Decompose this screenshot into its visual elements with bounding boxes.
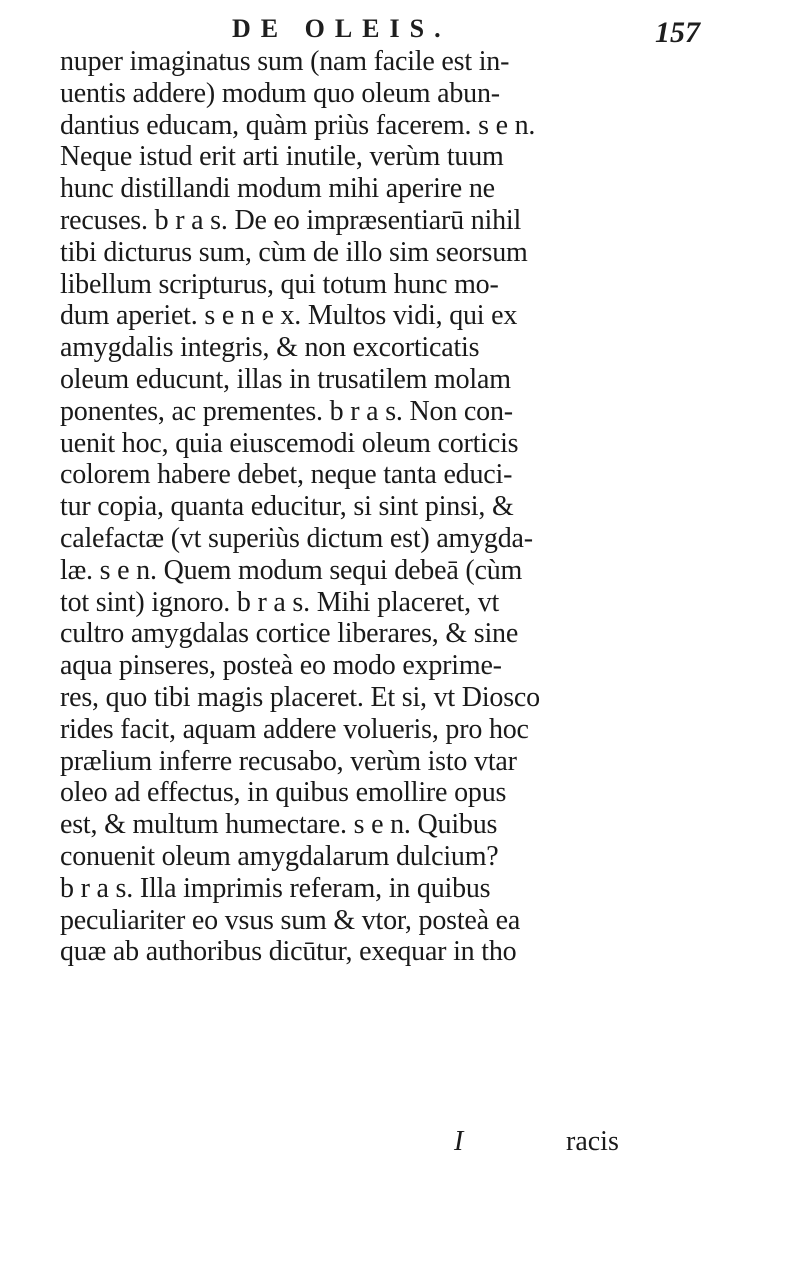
running-title: DE OLEIS. — [232, 14, 451, 43]
text-line: quæ ab authoribus dicūtur, exequar in tho — [60, 936, 517, 968]
text-line: conuenit oleum amygdalarum dulcium? — [60, 840, 499, 872]
text-line: amygdalis integris, & non excorticatis — [60, 332, 480, 364]
text-line: est, & multum humectare. s e n. Quibus — [60, 809, 498, 841]
text-line: tot sint) ignoro. b r a s. Mihi placeret, vt — [60, 586, 500, 618]
text-line: ponentes, ac prementes. b r a s. Non con- — [60, 395, 513, 427]
text-line: prælium inferre recusabo, verùm isto vtar — [60, 745, 517, 777]
text-line: aqua pinseres, posteà eo modo exprime- — [60, 650, 502, 682]
body-text — [60, 46, 660, 968]
text-line: oleo ad effectus, in quibus emollire opus — [60, 777, 507, 809]
text-line: hunc distillandi modum mihi aperire ne — [60, 173, 495, 205]
text-line: res, quo tibi magis placeret. Et si, vt Diosco — [60, 681, 540, 713]
text-line: tur copia, quanta educitur, si sint pinsi, & — [60, 491, 514, 523]
catchword: racis — [566, 1126, 619, 1157]
text-line: tibi dicturus sum, cùm de illo sim seorsum — [60, 236, 528, 268]
text-line: oleum educunt, illas in trusatilem molam — [60, 363, 511, 395]
text-line: Neque istud erit arti inutile, verùm tuum — [60, 141, 504, 173]
text-line: calefactæ (vt superiùs dictum est) amygda- — [60, 522, 533, 554]
text-line: cultro amygdalas cortice liberares, & sine — [60, 618, 519, 650]
text-line: uenit hoc, quia eiuscemodi oleum corticis — [60, 427, 519, 459]
text-line: dantius educam, quàm priùs facerem. s e n. — [60, 109, 536, 141]
page-number: 157 — [655, 16, 700, 49]
running-head — [0, 8, 800, 48]
text-line: libellum scripturus, qui totum hunc mo- — [60, 268, 499, 300]
text-line: recuses. b r a s. De eo impræsentiarū nihil — [60, 204, 522, 236]
text-line: uentis addere) modum quo oleum abun- — [60, 77, 500, 109]
signature-mark: I — [454, 1126, 464, 1157]
text-line: rides facit, aquam addere volueris, pro hoc — [60, 713, 529, 745]
text-line: læ. s e n. Quem modum sequi debeā (cùm — [60, 554, 523, 586]
text-line: peculiariter eo vsus sum & vtor, posteà ea — [60, 904, 521, 936]
text-line: b r a s. Illa imprimis referam, in quibus — [60, 872, 491, 904]
text-line: colorem habere debet, neque tanta educi- — [60, 459, 513, 491]
footer-line — [0, 1126, 800, 1158]
text-line: dum aperiet. s e n e x. Multos vidi, qui ex — [60, 300, 518, 332]
text-line: nuper imaginatus sum (nam facile est in- — [60, 46, 510, 77]
